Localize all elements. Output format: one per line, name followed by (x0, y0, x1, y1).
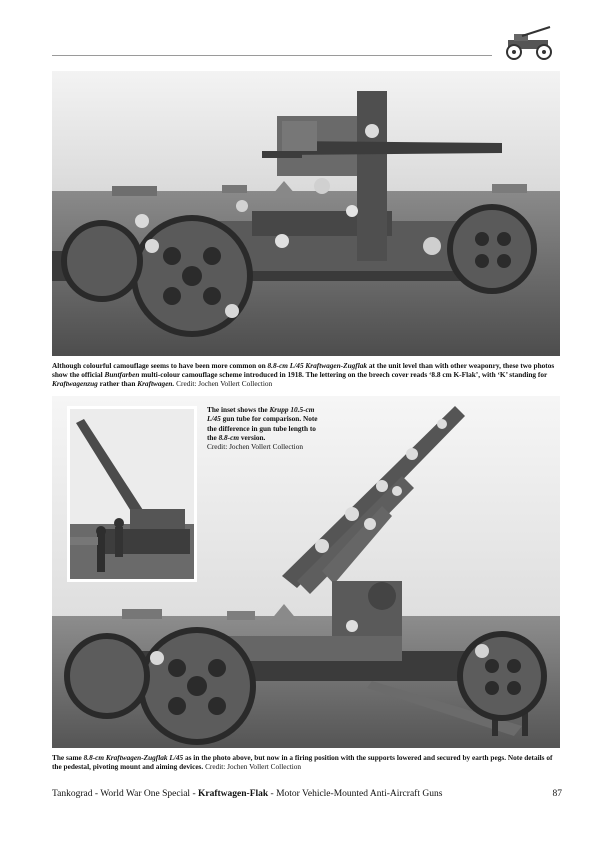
caption-top (52, 361, 562, 388)
inset-photo-krupp-gun (70, 409, 194, 579)
photo-credit: Credit: Jochen Vollert Collection (205, 762, 302, 772)
inset-caption (207, 405, 327, 452)
caption-top-text: multi-colour camouflage scheme introduced in 1918. The lettering on the breech cover reads ‘8.8 cm K-Flak’, with ‘K’ standing for (139, 370, 548, 380)
caption-top-text: Although colourful camouflage seems to have been more common on (52, 361, 268, 370)
page-footer (52, 789, 562, 799)
caption-top-text: rather than (97, 379, 138, 389)
caption-top-vehicle-name: 8.8-cm L/45 Kraftwagen-Zugflak (267, 361, 368, 370)
flak-gun-photo-travel-position (52, 71, 560, 356)
inset-caption-gun-name: Krupp 10.5-cm L/45 (207, 405, 315, 424)
inset-caption-text: The inset shows the (207, 405, 270, 414)
header-rule (52, 55, 492, 56)
caption-bottom-vehicle-name: 8.8-cm Kraftwagen-Zugflak L/45 (83, 753, 184, 762)
vehicle-logo-icon (500, 24, 560, 62)
photo-credit: Credit: Jochen Vollert Collection (176, 379, 273, 389)
footer-book-title: Kraftwagen-Flak (197, 789, 269, 799)
caption-bottom-text: as in the photo above, but now in a firing position with the supports lowered and secured by earth pegs. Note details of the pedestal, pivoting mount and aiming devices. (52, 753, 553, 772)
caption-top-term: Kraftwagenzug (52, 379, 98, 389)
inset-caption-text: version. (239, 432, 266, 442)
caption-top-term: Kraftwagen. (137, 379, 175, 389)
inset-caption-text: gun tube for comparison. Note the difference in gun tube length to the (207, 414, 318, 442)
page-number: 87 (552, 789, 562, 799)
photo-credit: Credit: Jochen Vollert Collection (207, 442, 303, 452)
caption-bottom-text: The same (52, 753, 84, 762)
inset-caption-calibre: 8.8-cm (218, 432, 240, 442)
footer-series (52, 789, 442, 799)
caption-top-text: at the unit level than with other weaponry, these two photos show the official (52, 361, 555, 380)
caption-top-scheme-name: Buntfarben (104, 370, 140, 380)
footer-subtitle: - Motor Vehicle-Mounted Anti-Aircraft Guns (268, 789, 443, 799)
caption-bottom (52, 753, 562, 771)
footer-publisher: Tankograd - World War One Special - (52, 789, 198, 799)
